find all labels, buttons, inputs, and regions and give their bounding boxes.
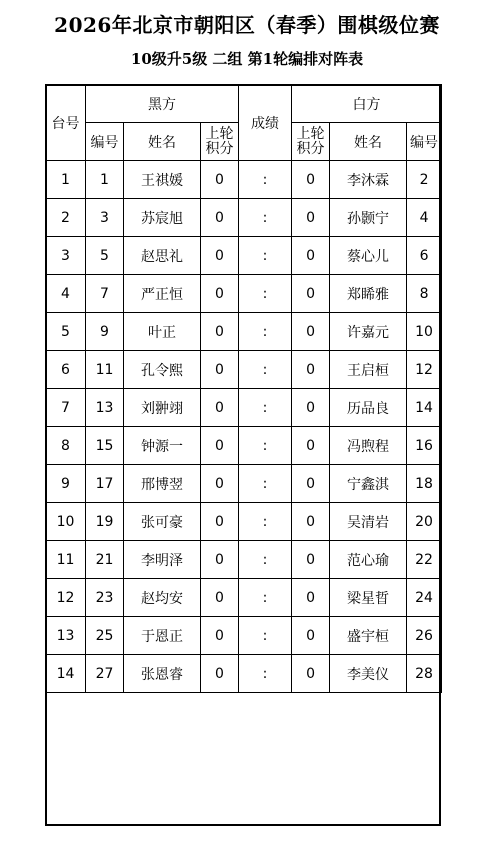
cell-black-number: 15 xyxy=(86,427,124,465)
cell-result: : xyxy=(239,313,292,351)
cell-white-last-points: 0 xyxy=(292,427,330,465)
header-black-last-points-line1: 上轮 xyxy=(205,125,234,142)
pairing-table xyxy=(45,84,442,693)
table-row xyxy=(46,389,442,427)
header-table-no: 台号 xyxy=(46,85,86,161)
cell-white-name: 王启桓 xyxy=(330,351,407,389)
cell-white-name: 许嘉元 xyxy=(330,313,407,351)
page-subtitle: 10级升5级 二组 第1轮编排对阵表 xyxy=(130,50,364,68)
cell-white-name: 历品良 xyxy=(330,389,407,427)
table-row xyxy=(46,313,442,351)
table-row xyxy=(46,503,442,541)
cell-white-name: 冯煦程 xyxy=(330,427,407,465)
cell-result: : xyxy=(239,199,292,237)
header-result: 成绩 xyxy=(239,85,292,161)
cell-white-last-points: 0 xyxy=(292,275,330,313)
cell-white-name: 李美仪 xyxy=(330,655,407,693)
cell-white-last-points: 0 xyxy=(292,237,330,275)
cell-result: : xyxy=(239,237,292,275)
cell-white-name: 宁鑫淇 xyxy=(330,465,407,503)
cell-black-last-points: 0 xyxy=(201,161,239,199)
cell-black-name: 苏宸旭 xyxy=(124,199,201,237)
cell-white-number: 24 xyxy=(407,579,442,617)
cell-white-number: 2 xyxy=(407,161,442,199)
cell-white-number: 16 xyxy=(407,427,442,465)
cell-black-number: 3 xyxy=(86,199,124,237)
cell-black-number: 13 xyxy=(86,389,124,427)
cell-result: : xyxy=(239,275,292,313)
cell-black-number: 17 xyxy=(86,465,124,503)
cell-white-name: 梁星晢 xyxy=(330,579,407,617)
cell-black-number: 19 xyxy=(86,503,124,541)
cell-black-number: 11 xyxy=(86,351,124,389)
cell-black-number: 25 xyxy=(86,617,124,655)
cell-white-number: 22 xyxy=(407,541,442,579)
header-white-number: 编号 xyxy=(407,123,442,161)
cell-white-last-points: 0 xyxy=(292,541,330,579)
table-row xyxy=(46,427,442,465)
header-row-1 xyxy=(46,85,442,123)
table-row xyxy=(46,579,442,617)
cell-white-number: 20 xyxy=(407,503,442,541)
cell-white-number: 28 xyxy=(407,655,442,693)
cell-result: : xyxy=(239,351,292,389)
cell-table-no: 8 xyxy=(46,427,86,465)
cell-table-no: 10 xyxy=(46,503,86,541)
cell-black-name: 张可豪 xyxy=(124,503,201,541)
cell-black-number: 23 xyxy=(86,579,124,617)
cell-black-name: 赵思礼 xyxy=(124,237,201,275)
cell-table-no: 1 xyxy=(46,161,86,199)
cell-white-number: 6 xyxy=(407,237,442,275)
cell-black-name: 李明泽 xyxy=(124,541,201,579)
cell-table-no: 4 xyxy=(46,275,86,313)
cell-white-last-points: 0 xyxy=(292,199,330,237)
header-white: 白方 xyxy=(292,85,442,123)
cell-white-name: 吴清岩 xyxy=(330,503,407,541)
cell-white-last-points: 0 xyxy=(292,351,330,389)
cell-result: : xyxy=(239,161,292,199)
header-white-name: 姓名 xyxy=(330,123,407,161)
cell-black-name: 邢博翌 xyxy=(124,465,201,503)
cell-result: : xyxy=(239,579,292,617)
cell-white-number: 10 xyxy=(407,313,442,351)
cell-white-last-points: 0 xyxy=(292,617,330,655)
cell-white-number: 18 xyxy=(407,465,442,503)
cell-white-last-points: 0 xyxy=(292,313,330,351)
cell-result: : xyxy=(239,389,292,427)
cell-black-last-points: 0 xyxy=(201,617,239,655)
header-white-last-points-line1: 上轮 xyxy=(296,125,325,142)
cell-black-number: 27 xyxy=(86,655,124,693)
cell-black-name: 张恩睿 xyxy=(124,655,201,693)
cell-table-no: 7 xyxy=(46,389,86,427)
cell-black-name: 严正恒 xyxy=(124,275,201,313)
cell-white-number: 12 xyxy=(407,351,442,389)
cell-table-no: 12 xyxy=(46,579,86,617)
cell-black-last-points: 0 xyxy=(201,503,239,541)
cell-black-name: 刘翀翊 xyxy=(124,389,201,427)
cell-table-no: 13 xyxy=(46,617,86,655)
table-row xyxy=(46,617,442,655)
cell-black-number: 5 xyxy=(86,237,124,275)
cell-black-name: 于恩正 xyxy=(124,617,201,655)
cell-white-number: 4 xyxy=(407,199,442,237)
cell-black-last-points: 0 xyxy=(201,541,239,579)
cell-result: : xyxy=(239,465,292,503)
table-row xyxy=(46,655,442,693)
header-black-name: 姓名 xyxy=(124,123,201,161)
cell-black-last-points: 0 xyxy=(201,275,239,313)
cell-result: : xyxy=(239,541,292,579)
table-row xyxy=(46,465,442,503)
cell-result: : xyxy=(239,503,292,541)
cell-black-name: 叶正 xyxy=(124,313,201,351)
cell-white-name: 蔡心儿 xyxy=(330,237,407,275)
cell-black-number: 21 xyxy=(86,541,124,579)
cell-table-no: 9 xyxy=(46,465,86,503)
cell-black-name: 王祺媛 xyxy=(124,161,201,199)
cell-table-no: 5 xyxy=(46,313,86,351)
header-black-last-points-line2: 积分 xyxy=(205,140,234,157)
cell-result: : xyxy=(239,617,292,655)
cell-white-last-points: 0 xyxy=(292,465,330,503)
cell-black-name: 赵均安 xyxy=(124,579,201,617)
cell-white-name: 盛宇桓 xyxy=(330,617,407,655)
cell-black-number: 7 xyxy=(86,275,124,313)
table-row xyxy=(46,541,442,579)
cell-white-name: 范心瑜 xyxy=(330,541,407,579)
cell-black-last-points: 0 xyxy=(201,313,239,351)
header-white-last-points xyxy=(292,123,330,161)
cell-black-last-points: 0 xyxy=(201,389,239,427)
cell-table-no: 6 xyxy=(46,351,86,389)
cell-table-no: 3 xyxy=(46,237,86,275)
table-row xyxy=(46,237,442,275)
cell-black-last-points: 0 xyxy=(201,579,239,617)
cell-white-last-points: 0 xyxy=(292,389,330,427)
cell-black-name: 孔令熙 xyxy=(124,351,201,389)
cell-black-last-points: 0 xyxy=(201,237,239,275)
header-black-number: 编号 xyxy=(86,123,124,161)
cell-black-number: 1 xyxy=(86,161,124,199)
header-black-last-points xyxy=(201,123,239,161)
table-row xyxy=(46,351,442,389)
cell-white-number: 8 xyxy=(407,275,442,313)
cell-white-last-points: 0 xyxy=(292,655,330,693)
table-row xyxy=(46,161,442,199)
cell-black-name: 钟源一 xyxy=(124,427,201,465)
cell-black-last-points: 0 xyxy=(201,427,239,465)
page-title: 2026年北京市朝阳区（春季）围棋级位赛 xyxy=(54,13,440,37)
cell-white-number: 14 xyxy=(407,389,442,427)
header-black: 黑方 xyxy=(86,85,239,123)
cell-black-last-points: 0 xyxy=(201,465,239,503)
table-row xyxy=(46,275,442,313)
cell-table-no: 2 xyxy=(46,199,86,237)
table-body xyxy=(46,85,442,693)
header-white-last-points-line2: 积分 xyxy=(296,140,325,157)
cell-result: : xyxy=(239,427,292,465)
table-row xyxy=(46,199,442,237)
cell-white-last-points: 0 xyxy=(292,579,330,617)
cell-black-last-points: 0 xyxy=(201,655,239,693)
cell-white-last-points: 0 xyxy=(292,503,330,541)
cell-white-name: 孙颢宁 xyxy=(330,199,407,237)
cell-result: : xyxy=(239,655,292,693)
cell-table-no: 11 xyxy=(46,541,86,579)
cell-table-no: 14 xyxy=(46,655,86,693)
cell-white-name: 李沐霖 xyxy=(330,161,407,199)
cell-black-number: 9 xyxy=(86,313,124,351)
cell-white-number: 26 xyxy=(407,617,442,655)
cell-white-last-points: 0 xyxy=(292,161,330,199)
cell-white-name: 郑睎雅 xyxy=(330,275,407,313)
cell-black-last-points: 0 xyxy=(201,351,239,389)
cell-black-last-points: 0 xyxy=(201,199,239,237)
